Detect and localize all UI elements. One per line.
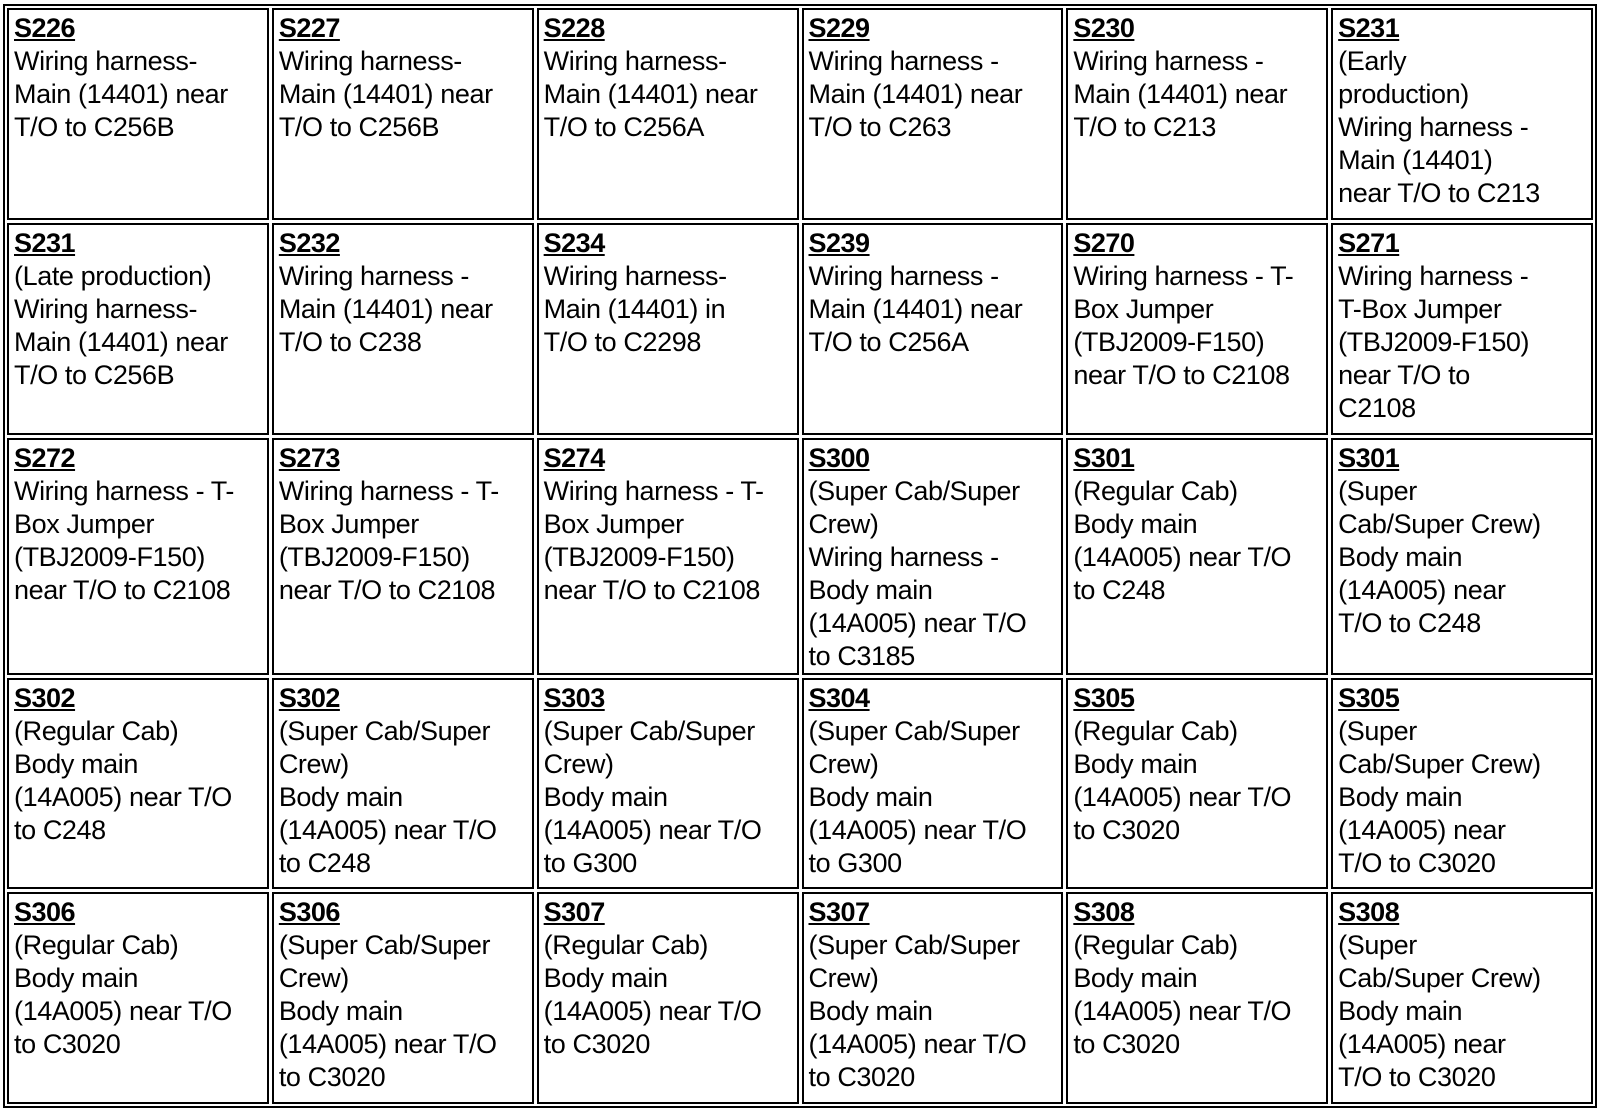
description-line: near T/O to C2108 bbox=[543, 574, 760, 605]
table-cell bbox=[1331, 223, 1593, 435]
description-line: (Super bbox=[1338, 930, 1417, 961]
description-line: (Regular Cab) bbox=[543, 930, 709, 961]
description-line: (Super bbox=[1338, 475, 1417, 506]
splice-description bbox=[1073, 260, 1322, 392]
description-line: Main (14401) near bbox=[14, 79, 228, 109]
splice-description bbox=[544, 45, 793, 144]
splice-description bbox=[279, 475, 528, 607]
splice-description bbox=[279, 715, 528, 880]
table-cell bbox=[537, 892, 799, 1104]
description-line: (TBJ2009-F150) bbox=[1338, 326, 1530, 357]
description-line: Body main bbox=[1338, 996, 1463, 1027]
splice-code-link[interactable]: S301 bbox=[1338, 442, 1400, 473]
description-line: Body main bbox=[808, 574, 933, 605]
description-line: to C3020 bbox=[1073, 1029, 1180, 1060]
table-cell bbox=[802, 678, 1064, 890]
table-cell bbox=[802, 892, 1064, 1104]
description-line: to C3020 bbox=[278, 1062, 386, 1093]
table-cell bbox=[7, 892, 269, 1104]
splice-description bbox=[544, 260, 793, 359]
splice-description bbox=[14, 715, 263, 847]
table-cell bbox=[1066, 892, 1328, 1104]
description-line: (14A005) near T/O bbox=[808, 1029, 1027, 1060]
table-cell bbox=[537, 438, 799, 675]
splice-description bbox=[1338, 715, 1587, 880]
table-cell bbox=[7, 223, 269, 435]
splice-description bbox=[279, 260, 528, 359]
description-line: (TBJ2009-F150) bbox=[543, 541, 735, 572]
table-cell bbox=[1331, 678, 1593, 890]
description-line: Wiring harness - T- bbox=[543, 475, 764, 506]
description-line: Crew) bbox=[278, 748, 349, 779]
splice-code-link[interactable]: S229 bbox=[808, 13, 870, 43]
splice-code-link[interactable]: S230 bbox=[1073, 13, 1135, 43]
table-cell bbox=[802, 438, 1064, 675]
description-line: Wiring harness - bbox=[808, 541, 999, 572]
description-line: to C248 bbox=[14, 814, 106, 845]
description-line: Body main bbox=[1073, 508, 1198, 539]
splice-code-link[interactable]: S271 bbox=[1338, 227, 1400, 258]
table-cell bbox=[272, 8, 534, 220]
table-cell bbox=[1331, 438, 1593, 675]
splice-description bbox=[1338, 45, 1587, 210]
description-line: near T/O to C213 bbox=[1338, 178, 1540, 208]
description-line: (Regular Cab) bbox=[14, 930, 179, 961]
description-line: Wiring harness- bbox=[14, 293, 198, 324]
splice-code-link[interactable]: S302 bbox=[278, 682, 340, 713]
splice-code-link[interactable]: S231 bbox=[14, 227, 76, 258]
description-line: (14A005) near T/O bbox=[14, 781, 232, 812]
description-line: T/O to C213 bbox=[1073, 112, 1216, 142]
splice-code-link[interactable]: S273 bbox=[278, 442, 340, 473]
splice-description bbox=[809, 260, 1058, 359]
splice-code-link[interactable]: S227 bbox=[278, 13, 340, 43]
splice-description bbox=[544, 715, 793, 880]
description-line: Body main bbox=[543, 781, 668, 812]
description-line: (14A005) near bbox=[1338, 1029, 1506, 1060]
description-line: T-Box Jumper bbox=[1338, 293, 1502, 324]
description-line: Box Jumper bbox=[14, 508, 155, 539]
description-line: Body main bbox=[1338, 781, 1463, 812]
description-line: Main (14401) near bbox=[808, 293, 1023, 324]
description-line: Wiring harness - bbox=[1073, 46, 1264, 76]
splice-description bbox=[14, 475, 263, 607]
description-line: Wiring harness - bbox=[808, 46, 999, 76]
splice-description bbox=[544, 475, 793, 607]
splice-description bbox=[1073, 715, 1322, 847]
description-line: Main (14401) in bbox=[543, 293, 726, 324]
splice-description bbox=[809, 715, 1058, 880]
splice-code-link[interactable]: S232 bbox=[278, 227, 340, 258]
description-line: (TBJ2009-F150) bbox=[14, 541, 205, 572]
splice-code-link[interactable]: S306 bbox=[14, 897, 76, 928]
description-line: near T/O to C2108 bbox=[1073, 359, 1290, 390]
description-line: C2108 bbox=[1338, 392, 1416, 423]
description-line: (14A005) near T/O bbox=[278, 814, 497, 845]
description-line: Cab/Super Crew) bbox=[1338, 748, 1541, 779]
description-line: T/O to C256B bbox=[14, 112, 175, 142]
splice-description bbox=[1338, 475, 1587, 640]
splice-code-link[interactable]: S308 bbox=[1338, 897, 1400, 928]
table-cell bbox=[272, 223, 534, 435]
description-line: Box Jumper bbox=[278, 508, 419, 539]
description-line: Body main bbox=[1073, 748, 1198, 779]
description-line: to G300 bbox=[808, 847, 902, 878]
splice-description bbox=[1338, 929, 1587, 1094]
description-line: Wiring harness- bbox=[278, 46, 462, 76]
description-line: Wiring harness - bbox=[1338, 260, 1529, 291]
description-line: Body main bbox=[14, 748, 138, 779]
splice-description bbox=[1073, 45, 1322, 144]
description-line: (Super Cab/Super bbox=[543, 715, 755, 746]
table-cell bbox=[537, 8, 799, 220]
description-line: (Regular Cab) bbox=[1073, 715, 1238, 746]
description-line: to G300 bbox=[543, 847, 637, 878]
description-line: Main (14401) near bbox=[278, 79, 493, 109]
description-line: Main (14401) near bbox=[278, 293, 493, 324]
description-line: (Early bbox=[1338, 46, 1407, 76]
description-line: (Regular Cab) bbox=[1073, 930, 1238, 961]
description-line: (Super Cab/Super bbox=[808, 475, 1020, 506]
splice-code-link[interactable]: S308 bbox=[1073, 897, 1135, 928]
description-line: T/O to C256A bbox=[543, 112, 704, 142]
description-line: to C3020 bbox=[14, 1029, 121, 1060]
table-cell bbox=[537, 223, 799, 435]
description-line: T/O to C3020 bbox=[1338, 1062, 1496, 1093]
splice-location-table bbox=[3, 4, 1597, 1108]
description-line: Wiring harness- bbox=[543, 260, 727, 291]
description-line: Box Jumper bbox=[1073, 293, 1214, 324]
description-line: Body main bbox=[278, 781, 403, 812]
description-line: Wiring harness - bbox=[278, 260, 469, 291]
table-cell bbox=[1331, 892, 1593, 1104]
table-cell bbox=[802, 223, 1064, 435]
description-line: near T/O to bbox=[1338, 359, 1470, 390]
description-line: Crew) bbox=[808, 748, 879, 779]
description-line: Crew) bbox=[278, 963, 349, 994]
table-cell bbox=[272, 438, 534, 675]
splice-code-link[interactable]: S234 bbox=[543, 227, 605, 258]
description-line: Cab/Super Crew) bbox=[1338, 508, 1541, 539]
splice-code-link[interactable]: S274 bbox=[543, 442, 605, 473]
description-line: (Super bbox=[1338, 715, 1417, 746]
description-line: Main (14401) near bbox=[543, 79, 758, 109]
description-line: T/O to C263 bbox=[808, 112, 952, 142]
description-line: Wiring harness - T- bbox=[1073, 260, 1294, 291]
description-line: Cab/Super Crew) bbox=[1338, 963, 1541, 994]
table-cell bbox=[7, 438, 269, 675]
table-cell bbox=[272, 678, 534, 890]
splice-code-link[interactable]: S304 bbox=[808, 682, 870, 713]
splice-code-link[interactable]: S300 bbox=[808, 442, 870, 473]
splice-code-link[interactable]: S307 bbox=[543, 897, 605, 928]
table-cell bbox=[1066, 678, 1328, 890]
description-line: (Super Cab/Super bbox=[808, 930, 1020, 961]
description-line: T/O to C256B bbox=[14, 359, 175, 390]
splice-description bbox=[279, 45, 528, 144]
description-line: Main (14401) near bbox=[808, 79, 1023, 109]
splice-description bbox=[544, 929, 793, 1061]
splice-code-link[interactable]: S303 bbox=[543, 682, 605, 713]
splice-code-link[interactable]: S305 bbox=[1338, 682, 1400, 713]
description-line: Body main bbox=[1073, 963, 1198, 994]
splice-description bbox=[14, 45, 263, 144]
splice-description bbox=[14, 260, 263, 392]
description-line: T/O to C3020 bbox=[1338, 847, 1496, 878]
description-line: (14A005) near T/O bbox=[14, 996, 232, 1027]
description-line: to C248 bbox=[278, 847, 371, 878]
description-line: Main (14401) near bbox=[1073, 79, 1288, 109]
splice-code-link[interactable]: S272 bbox=[14, 442, 76, 473]
description-line: near T/O to C2108 bbox=[14, 574, 231, 605]
splice-code-link[interactable]: S305 bbox=[1073, 682, 1135, 713]
description-line: Body main bbox=[808, 781, 933, 812]
description-line: Wiring harness - bbox=[808, 260, 999, 291]
description-line: Body main bbox=[278, 996, 403, 1027]
table-cell bbox=[7, 678, 269, 890]
description-line: Main (14401) near bbox=[14, 326, 228, 357]
description-line: (14A005) near T/O bbox=[1073, 541, 1292, 572]
description-line: Body main bbox=[543, 963, 668, 994]
description-line: Wiring harness - T- bbox=[14, 475, 234, 506]
splice-description bbox=[809, 929, 1058, 1094]
description-line: Body main bbox=[1338, 541, 1463, 572]
description-line: to C3020 bbox=[808, 1062, 915, 1093]
description-line: to C3020 bbox=[543, 1029, 651, 1060]
splice-description bbox=[1073, 929, 1322, 1061]
description-line: T/O to C2298 bbox=[543, 326, 701, 357]
description-line: Wiring harness - bbox=[1338, 112, 1529, 142]
table-cell bbox=[1066, 438, 1328, 675]
splice-description bbox=[1338, 260, 1587, 425]
splice-code-link[interactable]: S301 bbox=[1073, 442, 1135, 473]
description-line: (TBJ2009-F150) bbox=[1073, 326, 1265, 357]
description-line: Crew) bbox=[808, 963, 879, 994]
description-line: (Regular Cab) bbox=[1073, 475, 1238, 506]
splice-code-link[interactable]: S231 bbox=[1338, 13, 1400, 43]
description-line: (14A005) near T/O bbox=[543, 814, 762, 845]
description-line: Body main bbox=[808, 996, 933, 1027]
table-cell bbox=[1066, 223, 1328, 435]
description-line: (Super Cab/Super bbox=[278, 930, 491, 961]
splice-code-link[interactable]: S228 bbox=[543, 13, 605, 43]
description-line: (14A005) near T/O bbox=[808, 607, 1027, 638]
splice-description bbox=[279, 929, 528, 1094]
splice-code-link[interactable]: S270 bbox=[1073, 227, 1135, 258]
description-line: Body main bbox=[14, 963, 138, 994]
splice-code-link[interactable]: S306 bbox=[278, 897, 340, 928]
table-cell bbox=[1331, 8, 1593, 220]
description-line: Box Jumper bbox=[543, 508, 684, 539]
table-cell bbox=[7, 8, 269, 220]
description-line: to C248 bbox=[1073, 574, 1166, 605]
splice-code-link[interactable]: S302 bbox=[14, 682, 76, 713]
table-cell bbox=[1066, 8, 1328, 220]
splice-description bbox=[1073, 475, 1322, 607]
description-line: (14A005) near T/O bbox=[808, 814, 1027, 845]
table-cell bbox=[537, 678, 799, 890]
description-line: to C3185 bbox=[808, 640, 915, 671]
description-line: (Late production) bbox=[14, 260, 212, 291]
table-cell bbox=[272, 892, 534, 1104]
description-line: to C3020 bbox=[1073, 814, 1180, 845]
description-line: (TBJ2009-F150) bbox=[278, 541, 470, 572]
description-line: near T/O to C2108 bbox=[278, 574, 496, 605]
splice-code-link[interactable]: S307 bbox=[808, 897, 870, 928]
description-line: (14A005) near T/O bbox=[1073, 781, 1292, 812]
description-line: (14A005) near bbox=[1338, 574, 1506, 605]
splice-description bbox=[809, 45, 1058, 144]
splice-code-link[interactable]: S226 bbox=[14, 13, 76, 43]
splice-description bbox=[14, 929, 263, 1061]
splice-description bbox=[809, 475, 1058, 673]
description-line: Wiring harness - T- bbox=[278, 475, 499, 506]
description-line: T/O to C256B bbox=[278, 112, 440, 142]
description-line: Wiring harness- bbox=[543, 46, 727, 76]
table-cell bbox=[802, 8, 1064, 220]
splice-code-link[interactable]: S239 bbox=[808, 227, 870, 258]
description-line: T/O to C238 bbox=[278, 326, 422, 357]
description-line: Main (14401) bbox=[1338, 145, 1493, 175]
description-line: (14A005) near T/O bbox=[543, 996, 762, 1027]
description-line: (Super Cab/Super bbox=[808, 715, 1020, 746]
description-line: (Regular Cab) bbox=[14, 715, 179, 746]
description-line: (14A005) near T/O bbox=[278, 1029, 497, 1060]
description-line: (14A005) near bbox=[1338, 814, 1506, 845]
description-line: Wiring harness- bbox=[14, 46, 198, 76]
description-line: T/O to C256A bbox=[808, 326, 969, 357]
description-line: (Super Cab/Super bbox=[278, 715, 491, 746]
description-line: production) bbox=[1338, 79, 1469, 109]
description-line: Crew) bbox=[543, 748, 614, 779]
description-line: Crew) bbox=[808, 508, 879, 539]
description-line: T/O to C248 bbox=[1338, 607, 1481, 638]
description-line: (14A005) near T/O bbox=[1073, 996, 1292, 1027]
